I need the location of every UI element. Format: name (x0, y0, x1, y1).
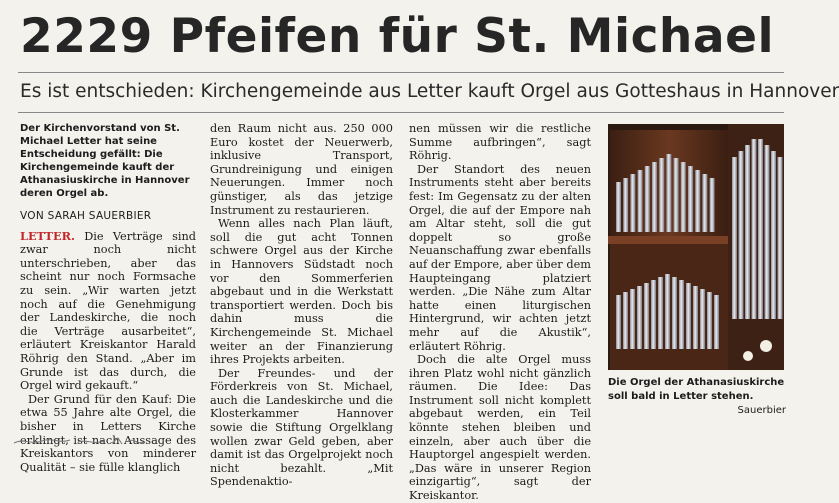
headline: 2229 Pfeifen für St. Michael (20, 9, 775, 64)
organ-pipe (651, 280, 656, 349)
organ-pipe (710, 178, 715, 232)
organ-pipe (674, 158, 679, 232)
organ-pipe (665, 274, 670, 349)
paragraph (20, 230, 196, 393)
organ-pipe (778, 157, 783, 319)
photo-caption (608, 376, 786, 418)
organ-pipe (752, 139, 757, 319)
paragraph: nen müssen wir die restliche Summe aufbringen“, sagt Röhrig. (409, 122, 591, 163)
paragraph: Der Freundes- und der Förderkreis von St. Michael, auch die Landeskirche und die Klosterkammer Hannover sowie die Stiftung Orgelklang wollen zwar Geld geben, aber damit ist das Orgelprojekt noch nicht bezahlt. „Mit Spendenaktio- (210, 366, 393, 489)
organ-pipe (652, 162, 657, 232)
paragraph: den Raum nicht aus. 250 000 Euro kostet der Neuerwerb, inklusive Transport, Grundreinigung und einigen Neuerungen. Immer noch günstiger, als das jetzige Instrument zu restaurieren. (210, 122, 393, 217)
paragraph: Doch die alte Orgel muss ihren Platz wohl nicht gänzlich räumen. Die Idee: Das Instrument soll nicht komplett abgebaut werden, ein Teil könnte stehen bleiben und einzeln, aber auch über die Hauptorgel angespielt werden. „Das wäre in unserer Region einzigartig“, sagt der Kreiskantor. (409, 353, 591, 503)
subheadline: Es ist entschieden: Kirchengemeinde aus Letter kauft Orgel aus Gotteshaus in Hannover (20, 81, 839, 102)
paragraph: Wenn alles nach Plan läuft, soll die gut acht Tonnen schwere Orgel aus der Kirche in Hannovers Südstadt noch vor den Sommerferien abgebaut und in die Werkstatt transportiert werden. Doch bis dahin muss die Kirchengemeinde St. Michael weiter an der Finanzierung ihres Projekts arbeiten. (210, 217, 393, 367)
organ-pipe (745, 145, 750, 319)
lead-paragraph: Der Kirchenvorstand von St. Michael Letter hat seine Entscheidung gefällt: Die Kirchengemeinde kauft der Athanasiuskirche in Hannover deren Orgel ab. (20, 123, 190, 199)
organ-pipe (616, 295, 621, 349)
organ-pipe (688, 166, 693, 232)
handwritten-scribble (12, 436, 162, 446)
column-1 (20, 122, 196, 474)
top-rule (18, 72, 784, 73)
byline: VON SARAH SAUERBIER (20, 210, 152, 222)
column-3 (409, 122, 591, 503)
organ-pipe (707, 292, 712, 349)
organ-photo (608, 124, 784, 370)
organ-pipe (658, 277, 663, 349)
column-2 (210, 122, 393, 489)
organ-pipe (679, 280, 684, 349)
organ-pipe (623, 292, 628, 349)
organ-pipe (637, 286, 642, 349)
dateline-kicker: LETTER. (20, 228, 75, 243)
paragraph-text: Die Verträge sind zwar noch nicht unterschrieben, aber das scheint nur noch Formsache zu sein. „Wir warten jetzt noch auf die Genehmigung der Landeskirche, die noch die Verträge ausarbeitet“, erläutert Kreiskantor Harald Röhrig den Stand. „Aber im Grunde ist das durch, die Orgel wird gekauft.“ (20, 229, 196, 393)
organ-pipe (714, 295, 719, 349)
paragraph: Der Standort des neuen Instruments steht aber bereits fest: Im Gegensatz zu der alten Orgel, die auf der Empore nah am Altar steht, soll die gut doppelt so große Neuanschaffung zwar ebenfalls auf der Empore, aber über dem Haupteingang platziert werden. „Die Nähe zum Altar hatte einen liturgischen Hintergrund, wir achten jetzt mehr auf die Akustik“, erläutert Röhrig. (409, 162, 591, 353)
organ-pipe (630, 289, 635, 349)
organ-pipe (616, 182, 621, 232)
organ-pipe (666, 154, 671, 232)
organ-pipe (732, 157, 737, 319)
organ-pipe (686, 283, 691, 349)
paragraph: Der Grund für den Kauf: Die etwa 55 Jahre alte Orgel, die bisher in Letters Kirche erklingt, ist nach Aussage des Kreiskantors von minderer Qualität – sie fülle klanglich (20, 392, 196, 474)
organ-pipe (700, 289, 705, 349)
organ-pipe (644, 283, 649, 349)
sub-rule (18, 112, 784, 113)
organ-pipe (693, 286, 698, 349)
organ-pipe (771, 151, 776, 319)
organ-pipe (765, 145, 770, 319)
organ-pipe (630, 174, 635, 232)
photo-credit: Sauerbier (737, 405, 786, 416)
organ-pipes-illustration (608, 124, 784, 370)
organ-pipe (739, 151, 744, 319)
organ-pipe (695, 170, 700, 232)
organ-pipe (623, 178, 628, 232)
caption-text: Die Orgel der Athanasiuskirche soll bald in Letter stehen. (608, 377, 785, 402)
organ-pipe (645, 166, 650, 232)
organ-pipe (638, 170, 643, 232)
organ-pipe (672, 277, 677, 349)
organ-pipe (702, 174, 707, 232)
organ-pipe (681, 162, 686, 232)
organ-pipe (758, 139, 763, 319)
organ-pipe (659, 158, 664, 232)
